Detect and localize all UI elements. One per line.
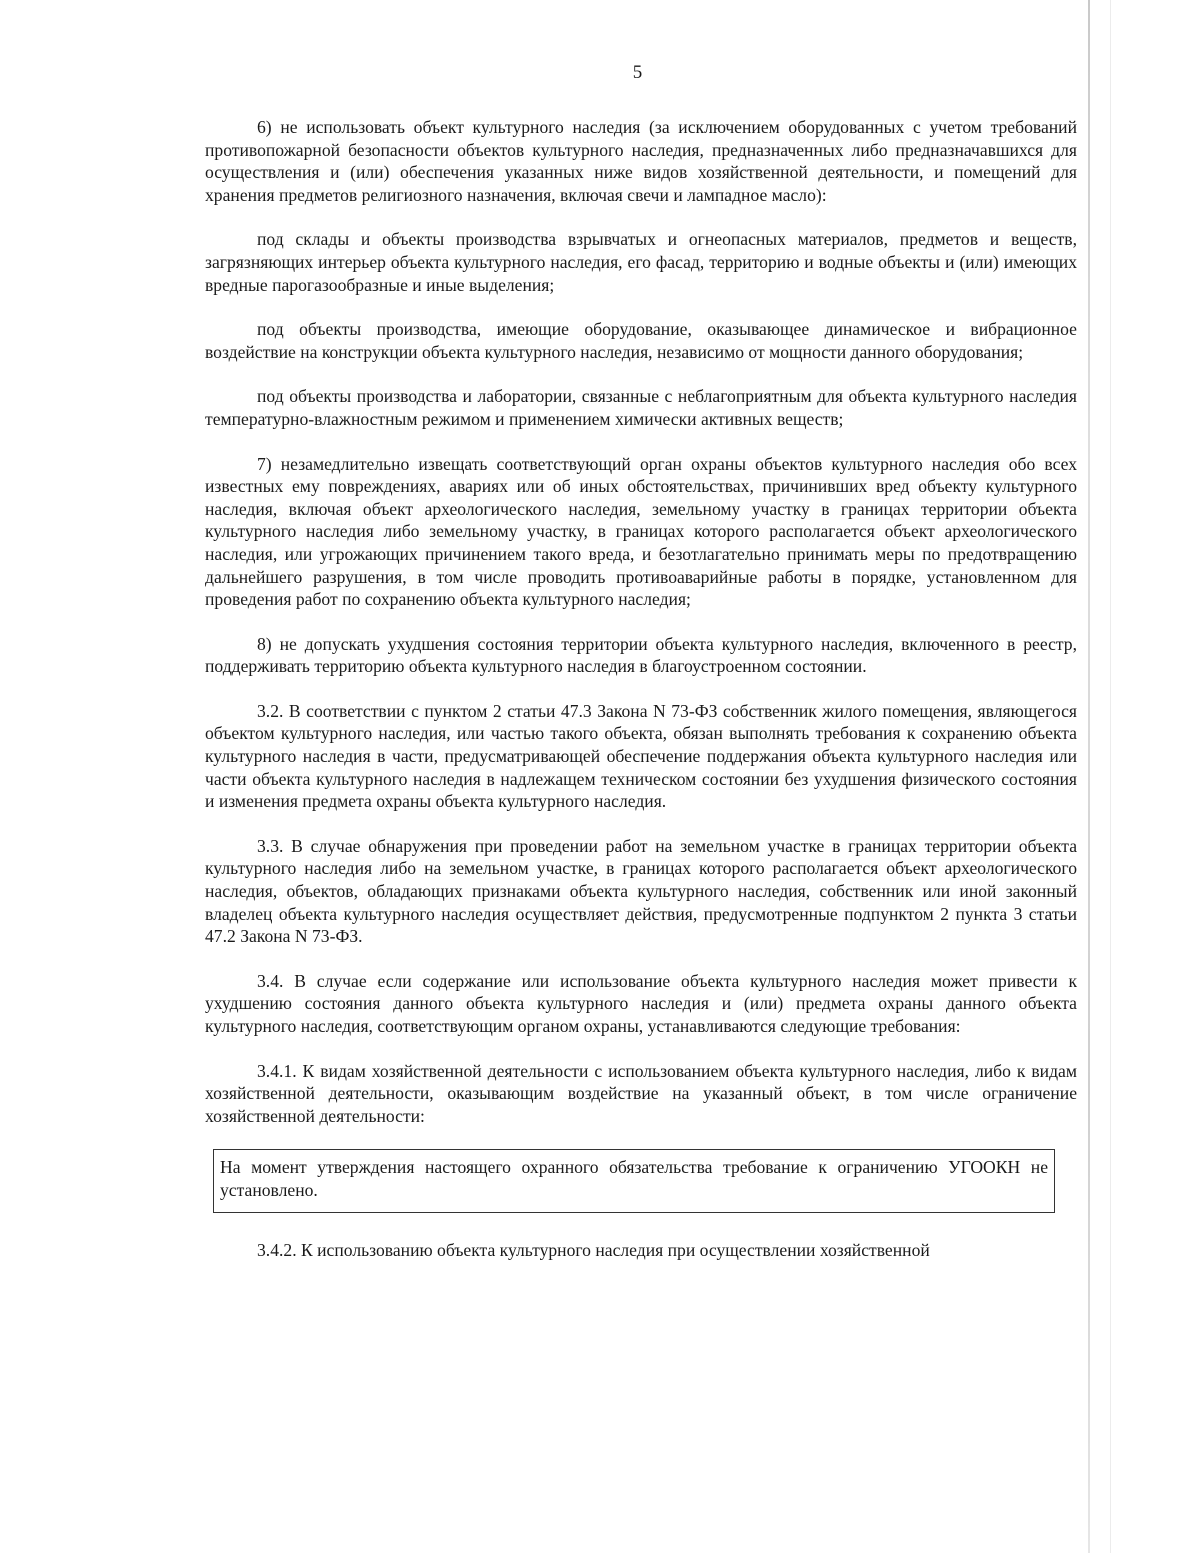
paragraph-6-laboratories: под объекты производства и лаборатории, связанные с неблагоприятным для объекта культурного наследия температурно-влажностным режимом и применением химически активных веществ; (205, 386, 1077, 429)
paragraph-8: 8) не допускать ухудшения состояния территории объекта культурного наследия, включенного в реестр, поддерживать территорию объекта культурного наследия в благоустроенном состоянии. (205, 633, 1077, 677)
page-number: 5 (632, 62, 643, 83)
paragraph-6-warehouses: под склады и объекты производства взрывчатых и огнеопасных материалов, предметов и веществ, загрязняющих интерьер объекта культурного наследия, его фасад, территорию и водные объекты и (или) имеющих вредные парогазообразные и иные выделения; (205, 229, 1077, 295)
paragraph-3-2: 3.2. В соответствии с пунктом 2 статьи 47.3 Закона N 73-ФЗ собственник жилого помещения, являющегося объектом культурного наследия, или частью такого объекта, обязан выполнять требования к сохранению объекта культурного наследия в части, предусматривающей обеспечение поддержания объекта культурного наследия или части объекта культурного наследия в надлежащем техническом состоянии без ухудшения физического состояния и изменения предмета охраны объекта культурного наследия. (205, 700, 1077, 812)
document-body (205, 116, 1077, 1284)
scan-edge-line (1088, 0, 1090, 1553)
paragraph-3-4-2: 3.4.2. К использованию объекта культурного наследия при осуществлении хозяйственной (257, 1240, 930, 1261)
paragraph-3-3: 3.3. В случае обнаружения при проведении работ на земельном участке в границах территории объекта культурного наследия либо на земельном участке, в границах которого располагается объект археологического наследия, объектов, обладающих признаками объекта культурного наследия, собственник или иной законный владелец объекта культурного наследия осуществляет действия, предусмотренные подпунктом 2 пункта 3 статьи 47.2 Закона N 73-ФЗ. (205, 835, 1077, 947)
paragraph-6: 6) не использовать объект культурного наследия (за исключением оборудованных с учетом требований противопожарной безопасности объектов культурного наследия, предназначенных либо предназначавшихся для осуществления и (или) обеспечения указанных ниже видов хозяйственной деятельности, и помещений для хранения предметов религиозного назначения, включая свечи и лампадное масло): (205, 117, 1077, 205)
paragraph-7: 7) незамедлительно извещать соответствующий орган охраны объектов культурного наследия обо всех известных ему повреждениях, авариях или об иных обстоятельствах, причинивших вред объекту культурного наследия, включая объект археологического наследия, земельному участку в границах территории объекта культурного наследия либо земельному участку, в границах которого располагается объект археологического наследия, или угрожающих причинением такого вреда, и безотлагательно принимать меры по предотвращению дальнейшего разрушения, в том числе проводить противоаварийные работы в порядке, установленном для проведения работ по сохранению объекта культурного наследия; (205, 453, 1077, 610)
paragraph-6-production-equipment: под объекты производства, имеющие оборудование, оказывающее динамическое и вибрационное воздействие на конструкции объекта культурного наследия, независимо от мощности данного оборудования; (205, 319, 1077, 362)
boxed-note: На момент утверждения настоящего охранного обязательства требование к ограничению УГООКН не установлено. (213, 1149, 1055, 1213)
paragraph-3-4: 3.4. В случае если содержание или использование объекта культурного наследия может привести к ухудшению состояния данного объекта культурного наследия и (или) предмета охраны данного объекта культурного наследия, соответствующим органом охраны, устанавливаются следующие требования: (205, 970, 1077, 1036)
paragraph-3-4-1: 3.4.1. К видам хозяйственной деятельности с использованием объекта культурного наследия, либо к видам хозяйственной деятельности, оказывающим воздействие на указанный объект, в том числе ограничение хозяйственной деятельности: (205, 1060, 1077, 1126)
scan-edge-line-secondary (1110, 0, 1111, 1553)
